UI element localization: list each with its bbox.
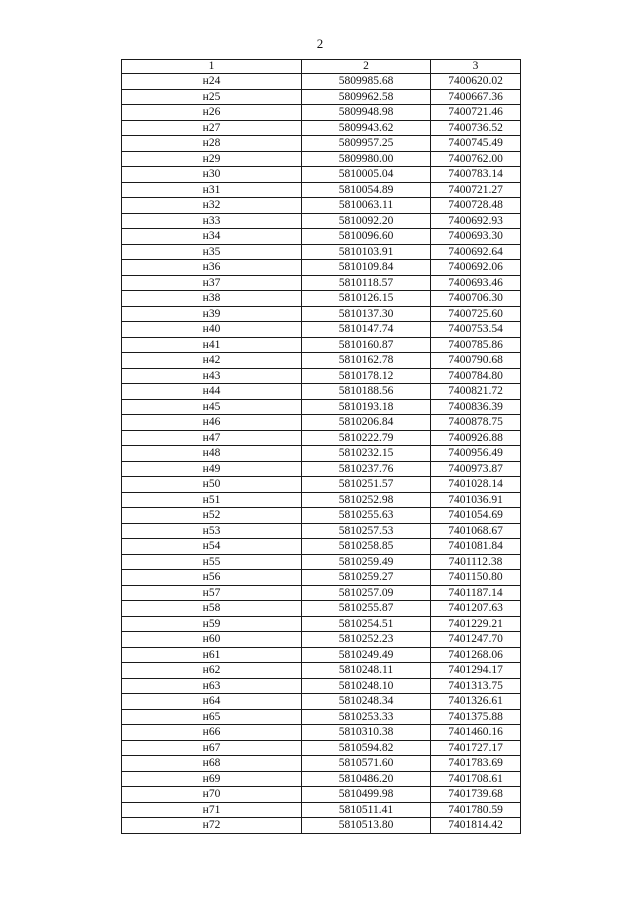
x-coordinate-cell: 5810147.74 (302, 322, 431, 338)
x-coordinate-cell: 5810511.41 (302, 802, 431, 818)
point-label-cell: н35 (122, 244, 302, 260)
y-coordinate-cell: 7400836.39 (431, 399, 521, 415)
y-coordinate-cell: 7401375.88 (431, 709, 521, 725)
y-coordinate-cell: 7401708.61 (431, 771, 521, 787)
y-coordinate-cell: 7400693.30 (431, 229, 521, 245)
y-coordinate-cell: 7400667.36 (431, 89, 521, 105)
y-coordinate-cell: 7401068.67 (431, 523, 521, 539)
table-row (122, 213, 521, 229)
x-coordinate-cell: 5809980.00 (302, 151, 431, 167)
y-coordinate-cell: 7401207.63 (431, 601, 521, 617)
table-row (122, 818, 521, 834)
point-label-cell: н48 (122, 446, 302, 462)
point-label-cell: н60 (122, 632, 302, 648)
table-row (122, 740, 521, 756)
x-coordinate-cell: 5810571.60 (302, 756, 431, 772)
y-coordinate-cell: 7401739.68 (431, 787, 521, 803)
y-coordinate-cell: 7401268.06 (431, 647, 521, 663)
y-coordinate-cell: 7401814.42 (431, 818, 521, 834)
column-header-x: 2 (302, 60, 431, 74)
y-coordinate-cell: 7401294.17 (431, 663, 521, 679)
y-coordinate-cell: 7400783.14 (431, 167, 521, 183)
point-label-cell: н32 (122, 198, 302, 214)
y-coordinate-cell: 7400692.64 (431, 244, 521, 260)
point-label-cell: н64 (122, 694, 302, 710)
x-coordinate-cell: 5810237.76 (302, 461, 431, 477)
y-coordinate-cell: 7400821.72 (431, 384, 521, 400)
table-row (122, 322, 521, 338)
point-label-cell: н39 (122, 306, 302, 322)
table-row (122, 632, 521, 648)
point-label-cell: н66 (122, 725, 302, 741)
point-label-cell: н52 (122, 508, 302, 524)
table-row (122, 523, 521, 539)
x-coordinate-cell: 5810249.49 (302, 647, 431, 663)
table-row (122, 136, 521, 152)
x-coordinate-cell: 5810126.15 (302, 291, 431, 307)
x-coordinate-cell: 5809962.58 (302, 89, 431, 105)
x-coordinate-cell: 5810103.91 (302, 244, 431, 260)
point-label-cell: н33 (122, 213, 302, 229)
point-label-cell: н30 (122, 167, 302, 183)
x-coordinate-cell: 5810257.53 (302, 523, 431, 539)
point-label-cell: н42 (122, 353, 302, 369)
table-row (122, 337, 521, 353)
table-row (122, 89, 521, 105)
x-coordinate-cell: 5810188.56 (302, 384, 431, 400)
y-coordinate-cell: 7400693.46 (431, 275, 521, 291)
x-coordinate-cell: 5810054.89 (302, 182, 431, 198)
x-coordinate-cell: 5810248.10 (302, 678, 431, 694)
point-label-cell: н56 (122, 570, 302, 586)
table-row (122, 709, 521, 725)
y-coordinate-cell: 7400790.68 (431, 353, 521, 369)
y-coordinate-cell: 7401112.38 (431, 554, 521, 570)
table-row (122, 477, 521, 493)
x-coordinate-cell: 5810137.30 (302, 306, 431, 322)
x-coordinate-cell: 5809943.62 (302, 120, 431, 136)
table-row (122, 694, 521, 710)
point-label-cell: н72 (122, 818, 302, 834)
table-row (122, 725, 521, 741)
table-row (122, 244, 521, 260)
point-label-cell: н40 (122, 322, 302, 338)
point-label-cell: н29 (122, 151, 302, 167)
page-number: 2 (316, 36, 324, 51)
x-coordinate-cell: 5810499.98 (302, 787, 431, 803)
x-coordinate-cell: 5810259.27 (302, 570, 431, 586)
point-label-cell: н43 (122, 368, 302, 384)
table-header (122, 60, 521, 74)
table-row (122, 167, 521, 183)
x-coordinate-cell: 5809948.98 (302, 105, 431, 121)
y-coordinate-cell: 7401036.91 (431, 492, 521, 508)
point-label-cell: н26 (122, 105, 302, 121)
x-coordinate-cell: 5810232.15 (302, 446, 431, 462)
table-row (122, 446, 521, 462)
point-label-cell: н55 (122, 554, 302, 570)
point-label-cell: н58 (122, 601, 302, 617)
y-coordinate-cell: 7401326.61 (431, 694, 521, 710)
table-row (122, 787, 521, 803)
table-row (122, 353, 521, 369)
y-coordinate-cell: 7400692.06 (431, 260, 521, 276)
point-label-cell: н51 (122, 492, 302, 508)
point-label-cell: н27 (122, 120, 302, 136)
point-label-cell: н25 (122, 89, 302, 105)
point-label-cell: н38 (122, 291, 302, 307)
table-row (122, 492, 521, 508)
table-row (122, 756, 521, 772)
point-label-cell: н41 (122, 337, 302, 353)
x-coordinate-cell: 5810310.38 (302, 725, 431, 741)
point-label-cell: н68 (122, 756, 302, 772)
table-row (122, 539, 521, 555)
point-label-cell: н47 (122, 430, 302, 446)
y-coordinate-cell: 7400692.93 (431, 213, 521, 229)
table-row (122, 647, 521, 663)
y-coordinate-cell: 7400721.27 (431, 182, 521, 198)
x-coordinate-cell: 5810222.79 (302, 430, 431, 446)
table-row (122, 554, 521, 570)
x-coordinate-cell: 5810118.57 (302, 275, 431, 291)
table-row (122, 415, 521, 431)
x-coordinate-cell: 5810092.20 (302, 213, 431, 229)
x-coordinate-cell: 5810594.82 (302, 740, 431, 756)
x-coordinate-cell: 5810254.51 (302, 616, 431, 632)
point-label-cell: н37 (122, 275, 302, 291)
y-coordinate-cell: 7400762.00 (431, 151, 521, 167)
x-coordinate-cell: 5810248.34 (302, 694, 431, 710)
x-coordinate-cell: 5810252.98 (302, 492, 431, 508)
table-row (122, 616, 521, 632)
y-coordinate-cell: 7400721.46 (431, 105, 521, 121)
point-label-cell: н53 (122, 523, 302, 539)
point-label-cell: н44 (122, 384, 302, 400)
y-coordinate-cell: 7400878.75 (431, 415, 521, 431)
point-label-cell: н70 (122, 787, 302, 803)
point-label-cell: н63 (122, 678, 302, 694)
table-row (122, 678, 521, 694)
y-coordinate-cell: 7400745.49 (431, 136, 521, 152)
y-coordinate-cell: 7400725.60 (431, 306, 521, 322)
table-row (122, 229, 521, 245)
y-coordinate-cell: 7400784.80 (431, 368, 521, 384)
x-coordinate-cell: 5810248.11 (302, 663, 431, 679)
x-coordinate-cell: 5810257.09 (302, 585, 431, 601)
y-coordinate-cell: 7401780.59 (431, 802, 521, 818)
x-coordinate-cell: 5810252.23 (302, 632, 431, 648)
point-label-cell: н65 (122, 709, 302, 725)
point-label-cell: н34 (122, 229, 302, 245)
point-label-cell: н61 (122, 647, 302, 663)
x-coordinate-cell: 5810109.84 (302, 260, 431, 276)
point-label-cell: н36 (122, 260, 302, 276)
y-coordinate-cell: 7401727.17 (431, 740, 521, 756)
column-header-point: 1 (122, 60, 302, 74)
x-coordinate-cell: 5810206.84 (302, 415, 431, 431)
y-coordinate-cell: 7400706.30 (431, 291, 521, 307)
x-coordinate-cell: 5810513.80 (302, 818, 431, 834)
x-coordinate-cell: 5810162.78 (302, 353, 431, 369)
table-row (122, 74, 521, 90)
table-row (122, 198, 521, 214)
table-row (122, 585, 521, 601)
table-row (122, 430, 521, 446)
x-coordinate-cell: 5810193.18 (302, 399, 431, 415)
x-coordinate-cell: 5810259.49 (302, 554, 431, 570)
table-row (122, 291, 521, 307)
x-coordinate-cell: 5810178.12 (302, 368, 431, 384)
point-label-cell: н45 (122, 399, 302, 415)
point-label-cell: н49 (122, 461, 302, 477)
table-row (122, 368, 521, 384)
point-label-cell: н62 (122, 663, 302, 679)
y-coordinate-cell: 7400926.88 (431, 430, 521, 446)
y-coordinate-cell: 7401054.69 (431, 508, 521, 524)
point-label-cell: н28 (122, 136, 302, 152)
y-coordinate-cell: 7400620.02 (431, 74, 521, 90)
y-coordinate-cell: 7400753.54 (431, 322, 521, 338)
y-coordinate-cell: 7401150.80 (431, 570, 521, 586)
table-row (122, 120, 521, 136)
y-coordinate-cell: 7401081.84 (431, 539, 521, 555)
point-label-cell: н71 (122, 802, 302, 818)
table-body (122, 74, 521, 834)
table-row (122, 275, 521, 291)
x-coordinate-cell: 5810251.57 (302, 477, 431, 493)
table-row (122, 802, 521, 818)
x-coordinate-cell: 5810258.85 (302, 539, 431, 555)
y-coordinate-cell: 7400728.48 (431, 198, 521, 214)
x-coordinate-cell: 5809957.25 (302, 136, 431, 152)
point-label-cell: н50 (122, 477, 302, 493)
y-coordinate-cell: 7400956.49 (431, 446, 521, 462)
table-row (122, 306, 521, 322)
y-coordinate-cell: 7400973.87 (431, 461, 521, 477)
x-coordinate-cell: 5810063.11 (302, 198, 431, 214)
table-row (122, 461, 521, 477)
y-coordinate-cell: 7401783.69 (431, 756, 521, 772)
y-coordinate-cell: 7401247.70 (431, 632, 521, 648)
header-row (122, 60, 521, 74)
point-label-cell: н57 (122, 585, 302, 601)
table-row (122, 399, 521, 415)
table-row (122, 570, 521, 586)
y-coordinate-cell: 7401028.14 (431, 477, 521, 493)
point-label-cell: н54 (122, 539, 302, 555)
y-coordinate-cell: 7401187.14 (431, 585, 521, 601)
table-row (122, 508, 521, 524)
table-row (122, 384, 521, 400)
point-label-cell: н31 (122, 182, 302, 198)
table-row (122, 663, 521, 679)
x-coordinate-cell: 5810096.60 (302, 229, 431, 245)
point-label-cell: н69 (122, 771, 302, 787)
point-label-cell: н46 (122, 415, 302, 431)
table-row (122, 601, 521, 617)
x-coordinate-cell: 5810486.20 (302, 771, 431, 787)
y-coordinate-cell: 7401460.16 (431, 725, 521, 741)
point-label-cell: н59 (122, 616, 302, 632)
y-coordinate-cell: 7400736.52 (431, 120, 521, 136)
table-row (122, 182, 521, 198)
column-header-y: 3 (431, 60, 521, 74)
x-coordinate-cell: 5810005.04 (302, 167, 431, 183)
point-label-cell: н24 (122, 74, 302, 90)
table-row (122, 260, 521, 276)
table-row (122, 105, 521, 121)
x-coordinate-cell: 5810253.33 (302, 709, 431, 725)
y-coordinate-cell: 7400785.86 (431, 337, 521, 353)
table-row (122, 151, 521, 167)
point-label-cell: н67 (122, 740, 302, 756)
y-coordinate-cell: 7401313.75 (431, 678, 521, 694)
x-coordinate-cell: 5810255.87 (302, 601, 431, 617)
x-coordinate-cell: 5810160.87 (302, 337, 431, 353)
coordinates-table (121, 59, 521, 834)
x-coordinate-cell: 5809985.68 (302, 74, 431, 90)
table-row (122, 771, 521, 787)
x-coordinate-cell: 5810255.63 (302, 508, 431, 524)
y-coordinate-cell: 7401229.21 (431, 616, 521, 632)
